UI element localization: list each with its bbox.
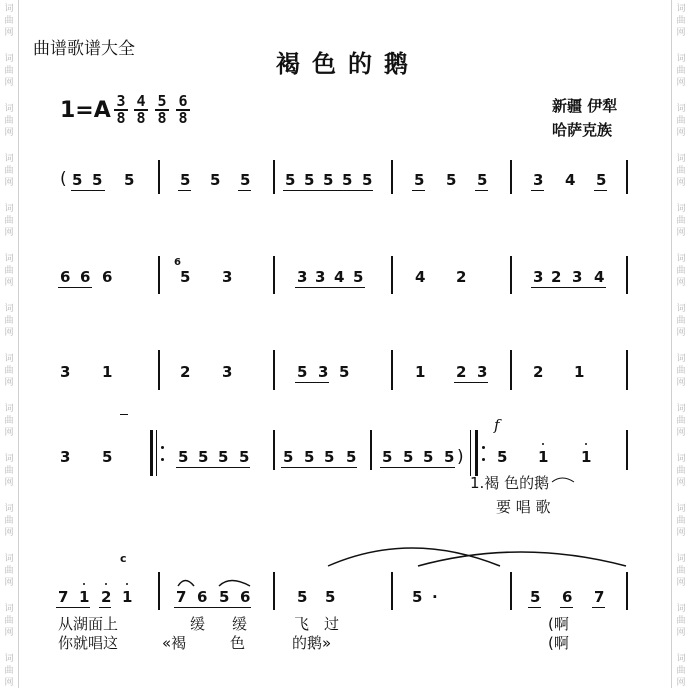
note: 3: [572, 268, 583, 286]
dynamic-forte: f: [494, 416, 500, 434]
watermark-glyph: 曲: [676, 416, 686, 426]
beam: [71, 190, 105, 191]
note: 5: [324, 448, 335, 466]
note-high: 2: [101, 588, 112, 606]
note: 5: [72, 171, 83, 189]
note: 3: [222, 363, 233, 381]
watermark-glyph: 网: [676, 178, 686, 188]
watermark-glyph: 词: [676, 454, 686, 464]
watermark-glyph: 网: [4, 578, 14, 588]
note: 5: [446, 171, 457, 189]
double-bar-thick: [475, 430, 478, 476]
octave-dot: [542, 443, 544, 445]
watermark-glyph: 曲: [4, 366, 14, 376]
right-watermark-strip: [671, 0, 690, 688]
time-signature-1: [114, 94, 128, 126]
watermark-glyph: 网: [676, 628, 686, 638]
barline: [158, 256, 160, 294]
note: 4: [594, 268, 605, 286]
watermark-glyph: 词: [4, 304, 14, 314]
watermark-glyph: 词: [676, 404, 686, 414]
barline: [158, 160, 160, 194]
beam: [412, 190, 425, 191]
watermark-glyph: 网: [4, 678, 14, 688]
lyric-line-1-word: (啊: [548, 615, 569, 633]
song-origin: [552, 94, 617, 142]
repeat-start-thin: [156, 430, 157, 476]
watermark-glyph: 词: [4, 104, 14, 114]
lyric-line-1-word: 缓: [232, 615, 248, 633]
note: 5: [403, 448, 414, 466]
note: 6: [80, 268, 91, 286]
watermark-glyph: 曲: [676, 466, 686, 476]
note: 5: [362, 171, 373, 189]
repeat-start-thick: [150, 430, 153, 476]
barline: [273, 572, 275, 610]
slur: [552, 478, 574, 482]
watermark-glyph: 网: [4, 178, 14, 188]
note: 3: [318, 363, 329, 381]
watermark-glyph: 网: [676, 28, 686, 38]
beam: [594, 190, 607, 191]
barline: [626, 160, 628, 194]
watermark-glyph: 曲: [4, 116, 14, 126]
note: 3: [533, 171, 544, 189]
note: 5: [219, 588, 230, 606]
watermark-glyph: 词: [676, 304, 686, 314]
barline: [626, 256, 628, 294]
watermark-glyph: 网: [676, 278, 686, 288]
octave-dot: [105, 583, 107, 585]
watermark-glyph: 网: [4, 428, 14, 438]
note: 5: [198, 448, 209, 466]
note: 5: [342, 171, 353, 189]
watermark-glyph: 曲: [4, 216, 14, 226]
watermark-glyph: 曲: [4, 516, 14, 526]
note: 3: [315, 268, 326, 286]
beam: [283, 190, 373, 191]
barline: [391, 160, 393, 194]
note: 5: [218, 448, 229, 466]
watermark-glyph: 网: [4, 378, 14, 388]
watermark-glyph: 词: [4, 204, 14, 214]
barline: [510, 256, 512, 294]
note: 5: [497, 448, 508, 466]
watermark-glyph: 曲: [4, 16, 14, 26]
beam: [531, 190, 544, 191]
note: 5: [323, 171, 334, 189]
beam: [99, 607, 111, 608]
watermark-glyph: 词: [4, 604, 14, 614]
note: 4: [565, 171, 576, 189]
note: 7: [594, 588, 605, 606]
watermark-glyph: 词: [4, 504, 14, 514]
lyric-line-2-word: 色: [230, 634, 246, 652]
lyric-line-2-word: «褐: [162, 634, 187, 652]
note: 2: [180, 363, 191, 381]
watermark-glyph: 曲: [4, 566, 14, 576]
beam: [528, 607, 541, 608]
note: 6: [562, 588, 573, 606]
note: 5: [180, 171, 191, 189]
note: 6: [240, 588, 251, 606]
note: 1: [102, 363, 113, 381]
note: 2: [456, 363, 467, 381]
note: 3: [533, 268, 544, 286]
beam: [281, 467, 357, 468]
watermark-glyph: 词: [4, 354, 14, 364]
barline: [391, 256, 393, 294]
note: 5: [530, 588, 541, 606]
note: 5: [304, 171, 315, 189]
watermark-glyph: 词: [4, 554, 14, 564]
watermark-glyph: 曲: [676, 266, 686, 276]
beam: [176, 467, 250, 468]
watermark-glyph: 曲: [676, 16, 686, 26]
note: 5: [304, 448, 315, 466]
watermark-glyph: 曲: [4, 466, 14, 476]
beam: [531, 287, 606, 288]
barline: [626, 572, 628, 610]
repeat-dot: [482, 458, 485, 461]
lyric-line-1-word: 过: [324, 615, 340, 633]
note-high: 1: [122, 588, 133, 606]
note: 3: [222, 268, 233, 286]
watermark-glyph: 词: [676, 54, 686, 64]
barline: [273, 160, 275, 194]
watermark-glyph: 网: [676, 328, 686, 338]
barline: [370, 430, 372, 470]
note: 5: [239, 448, 250, 466]
note: 5: [339, 363, 350, 381]
note: 5: [210, 171, 221, 189]
barline: [273, 430, 275, 470]
watermark-glyph: 网: [676, 678, 686, 688]
watermark-glyph: 曲: [676, 566, 686, 576]
note: 7: [58, 588, 69, 606]
watermark-glyph: 网: [4, 628, 14, 638]
barline: [273, 350, 275, 390]
barline: [626, 430, 628, 470]
watermark-glyph: 词: [676, 204, 686, 214]
watermark-glyph: 词: [676, 504, 686, 514]
left-watermark-strip: [0, 0, 19, 688]
barline: [626, 350, 628, 390]
watermark-glyph: 曲: [676, 116, 686, 126]
note: 5: [325, 588, 336, 606]
ts-top: 5: [157, 92, 167, 110]
note: 3: [60, 448, 71, 466]
note: 2: [533, 363, 544, 381]
watermark-glyph: 词: [4, 54, 14, 64]
barline: [158, 350, 160, 390]
slur: [178, 581, 194, 587]
watermark-glyph: 词: [676, 554, 686, 564]
note: 5: [297, 363, 308, 381]
watermark-glyph: 曲: [4, 316, 14, 326]
lyric-line-1-phrase: 从湖面上: [58, 615, 119, 633]
dash-mark: [120, 414, 128, 415]
watermark-glyph: 词: [676, 604, 686, 614]
watermark-glyph: 网: [4, 28, 14, 38]
barline: [391, 350, 393, 390]
beam: [380, 467, 455, 468]
watermark-glyph: 曲: [4, 166, 14, 176]
note-high: 1: [538, 448, 549, 466]
barline: [510, 350, 512, 390]
origin-region: 新疆 伊犁: [552, 97, 618, 115]
watermark-glyph: 网: [676, 78, 686, 88]
note: 5: [285, 171, 296, 189]
dotted-extension: ·: [432, 588, 438, 606]
watermark-glyph: 网: [4, 328, 14, 338]
ts-bottom: 8: [116, 109, 126, 127]
note: 5: [353, 268, 364, 286]
octave-dot: [585, 443, 587, 445]
watermark-glyph: 网: [4, 478, 14, 488]
site-name: 曲谱歌谱大全: [33, 39, 135, 59]
note: 5: [124, 171, 135, 189]
watermark-glyph: 曲: [676, 216, 686, 226]
note-high: 1: [79, 588, 90, 606]
repeat-dot: [161, 446, 164, 449]
beam: [238, 190, 251, 191]
lyric-line-2-word: (啊: [548, 634, 569, 652]
note: 5: [180, 268, 191, 286]
verse-1-lyrics-b: 要 唱 歌: [496, 498, 551, 516]
double-bar-thin: [470, 430, 471, 476]
note: 5: [477, 171, 488, 189]
watermark-glyph: 网: [676, 228, 686, 238]
beam: [174, 607, 251, 608]
beam: [454, 382, 488, 383]
time-signature-4: [176, 94, 190, 126]
beam: [475, 190, 488, 191]
beam: [295, 382, 329, 383]
note: 3: [477, 363, 488, 381]
note: 4: [334, 268, 345, 286]
lyric-line-1-word: 飞: [294, 615, 310, 633]
lyric-line-2-word: 的鹅»: [292, 634, 332, 652]
note: 7: [176, 588, 187, 606]
watermark-glyph: 曲: [676, 616, 686, 626]
octave-dot: [126, 583, 128, 585]
watermark-glyph: 网: [676, 478, 686, 488]
watermark-glyph: 曲: [4, 66, 14, 76]
note-high: 1: [581, 448, 592, 466]
note: 1: [415, 363, 426, 381]
watermark-glyph: 曲: [4, 266, 14, 276]
barline: [273, 256, 275, 294]
watermark-glyph: 网: [4, 278, 14, 288]
note: 6: [60, 268, 71, 286]
beam: [178, 190, 191, 191]
watermark-glyph: 词: [676, 154, 686, 164]
note: 5: [596, 171, 607, 189]
watermark-glyph: 词: [676, 354, 686, 364]
note: 5: [102, 448, 113, 466]
ts-bottom: 8: [178, 109, 188, 127]
time-signature-3: [155, 94, 169, 126]
grace-note: 6: [174, 257, 181, 268]
watermark-glyph: 曲: [676, 516, 686, 526]
watermark-glyph: 曲: [676, 666, 686, 676]
ts-top: 4: [136, 92, 146, 110]
slur: [219, 581, 250, 587]
watermark-glyph: 词: [4, 4, 14, 14]
beam: [560, 607, 573, 608]
barline: [391, 572, 393, 610]
note: 5: [240, 171, 251, 189]
barline: [510, 572, 512, 610]
note: 5: [423, 448, 434, 466]
note: 5: [178, 448, 189, 466]
watermark-glyph: 网: [676, 378, 686, 388]
note: 5: [444, 448, 455, 466]
watermark-glyph: 曲: [676, 316, 686, 326]
watermark-glyph: 网: [4, 528, 14, 538]
watermark-glyph: 词: [4, 154, 14, 164]
watermark-glyph: 词: [4, 254, 14, 264]
octave-dot: [83, 583, 85, 585]
watermark-glyph: 网: [676, 578, 686, 588]
verse-1-lyrics-a: 1.褐 色的鹅: [470, 474, 550, 492]
watermark-glyph: 曲: [676, 166, 686, 176]
watermark-glyph: 曲: [676, 366, 686, 376]
watermark-glyph: 词: [676, 104, 686, 114]
repeat-dot: [482, 446, 485, 449]
beam: [56, 607, 90, 608]
close-paren: ): [457, 447, 464, 467]
beam: [592, 607, 605, 608]
note: 5: [283, 448, 294, 466]
ts-top: 3: [116, 92, 126, 110]
watermark-glyph: 词: [676, 4, 686, 14]
key-signature: 1=A: [60, 98, 111, 123]
watermark-glyph: 网: [676, 428, 686, 438]
note: 5: [414, 171, 425, 189]
note: 5: [92, 171, 103, 189]
note: 5: [412, 588, 423, 606]
note: 3: [60, 363, 71, 381]
watermark-glyph: 网: [676, 128, 686, 138]
tie: [328, 548, 500, 566]
note: 5: [346, 448, 357, 466]
lyric-line-2-phrase: 你就唱这: [58, 634, 119, 652]
watermark-glyph: 曲: [4, 616, 14, 626]
watermark-glyph: 网: [676, 528, 686, 538]
watermark-glyph: 词: [4, 454, 14, 464]
ts-bottom: 8: [157, 109, 167, 127]
tie: [418, 552, 626, 566]
note: 5: [297, 588, 308, 606]
note: 6: [102, 268, 113, 286]
watermark-glyph: 词: [4, 654, 14, 664]
origin-ethnicity: 哈萨克族: [552, 121, 613, 139]
watermark-glyph: 网: [4, 78, 14, 88]
barline: [510, 160, 512, 194]
note: 4: [415, 268, 426, 286]
watermark-glyph: 词: [676, 654, 686, 664]
watermark-glyph: 词: [4, 404, 14, 414]
repeat-dot: [161, 458, 164, 461]
beam: [295, 287, 365, 288]
watermark-glyph: 曲: [4, 416, 14, 426]
watermark-glyph: 网: [4, 128, 14, 138]
watermark-glyph: 曲: [4, 666, 14, 676]
note: 1: [574, 363, 585, 381]
watermark-glyph: 曲: [676, 66, 686, 76]
ts-top: 6: [178, 92, 188, 110]
note: 2: [456, 268, 467, 286]
ts-bottom: 8: [136, 109, 146, 127]
note: 6: [197, 588, 208, 606]
time-signature-2: [134, 94, 148, 126]
barline: [158, 572, 160, 610]
watermark-glyph: 网: [4, 228, 14, 238]
small-mark: c: [120, 552, 127, 565]
note: 5: [382, 448, 393, 466]
note: 2: [551, 268, 562, 286]
note: 3: [297, 268, 308, 286]
lyric-line-1-word: 缓: [190, 615, 206, 633]
song-title: 褐色的鹅: [276, 49, 420, 78]
beam: [58, 287, 92, 288]
open-paren: (: [60, 169, 67, 189]
watermark-glyph: 词: [676, 254, 686, 264]
